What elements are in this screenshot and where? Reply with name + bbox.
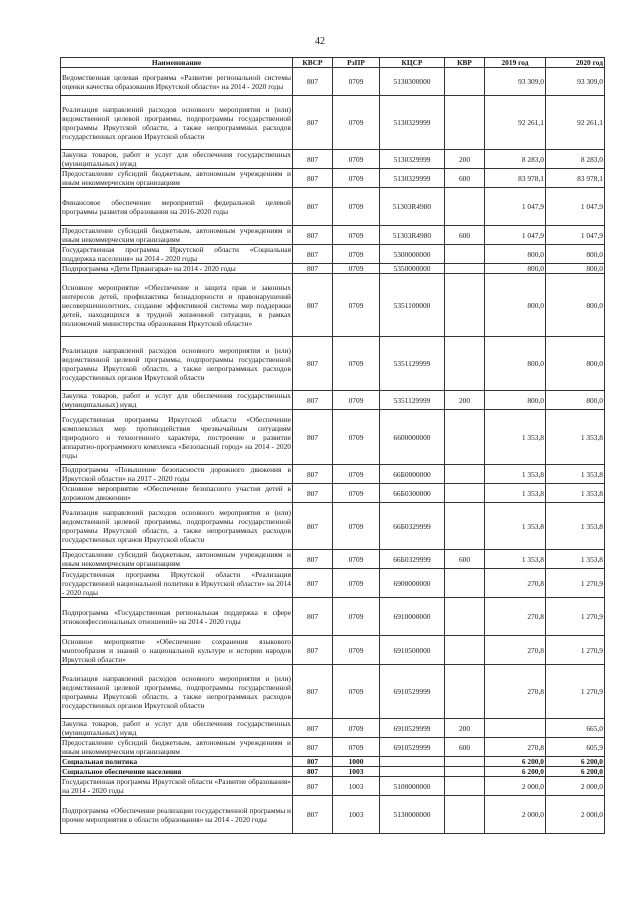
cell-kvsr: 807 [293,777,333,796]
cell-name: Предоставление субсидий бюджетным, автономным учреждениям и иным некоммерческим организациям [62,169,291,187]
cell-name: Реализация направлений расходов основного мероприятия и (или) ведомственной целевой программы, подпрограммы государственной программы Иркутской области, а также непрограммных расходов государственных органов Иркутской области [61,503,293,550]
cell-kvsr: 807 [293,226,333,245]
cell-rzpr: 0709 [333,719,380,738]
table-row [61,465,605,484]
cell-kcsr: 5351100000 [380,274,445,337]
cell-y2019: 270,8 [485,665,546,719]
cell-y2019: 270,8 [485,636,546,665]
cell-kvsr: 807 [293,410,333,465]
cell-name: Государственная программа Иркутской области «Развитие образования» на 2014 - 2020 годы [62,777,291,795]
table-row [61,96,605,150]
cell-kcsr: 5100000000 [380,777,445,796]
cell-kvsr: 807 [293,569,333,598]
cell-y2020: 800,0 [546,391,605,410]
cell-kvr [445,757,485,767]
table-row [61,337,605,391]
cell-name: Государственная программа Иркутской области «Социальная поддержка населения» на 2014 - 2020 годы [62,245,291,263]
cell-y2020: 665,0 [546,719,605,738]
cell-y2020: 1 270,9 [546,569,605,598]
cell-rzpr: 0709 [333,636,380,665]
cell-rzpr: 0709 [333,598,380,636]
cell-name: Государственная программа Иркутской области «Реализация государственной национальной политики в Иркутской области» на 2014 - 2020 годы [62,569,291,597]
table-row [61,503,605,550]
cell-kvsr: 807 [293,767,333,777]
header-2020: 2020 год [546,58,605,68]
cell-kvr: 200 [445,150,485,169]
header-kcsr: КЦСР [380,58,445,68]
cell-y2019: 92 261,1 [485,96,546,150]
cell-kcsr [380,757,445,767]
cell-y2019: 1 353,8 [485,503,546,550]
header-kvr: КВР [445,58,485,68]
cell-kvr: 600 [445,550,485,569]
cell-kvr [445,484,485,503]
cell-kvsr: 807 [293,245,333,264]
cell-name: Предоставление субсидий бюджетным, автономным учреждениям и иным некоммерческим организациям [62,226,291,244]
cell-y2020: 1 353,8 [546,550,605,569]
table-row [61,665,605,719]
cell-kcsr: 6910000000 [380,598,445,636]
cell-kvr: 600 [445,738,485,757]
cell-kcsr: 5130300000 [380,68,445,96]
table-row [61,796,605,834]
cell-y2019: 1 353,8 [485,410,546,465]
cell-y2019: 6 200,0 [485,757,546,767]
cell-name: Закупка товаров, работ и услуг для обеспечения государственных (муниципальных) нужд [62,719,291,737]
cell-kcsr: 6910500000 [380,636,445,665]
cell-kcsr: 5130329999 [380,169,445,188]
cell-rzpr: 0709 [333,274,380,337]
cell-kvsr: 807 [293,465,333,484]
cell-name: Подпрограмма «Дети Приангарья» на 2014 - 2020 годы [61,264,293,274]
cell-kcsr: 6900000000 [380,569,445,598]
table-body [61,68,605,834]
cell-kcsr: 6910529999 [380,719,445,738]
cell-kvr [445,96,485,150]
cell-kvsr: 807 [293,636,333,665]
header-name: Наименование [61,58,293,68]
cell-name: Основное мероприятие «Обеспечение безопасного участия детей в дорожном движении» [62,484,291,502]
cell-y2019: 270,8 [485,738,546,757]
cell-y2019: 800,0 [485,337,546,391]
cell-kvr [445,188,485,226]
cell-name: Реализация направлений расходов основного мероприятия и (или) ведомственной целевой программы, подпрограммы государственной программы Иркутской области, а также непрограммных расходов государственных органов Иркутской области [61,96,293,150]
cell-kvsr: 807 [293,264,333,274]
cell-y2020: 1 047,9 [546,188,605,226]
cell-name: Государственная программа Иркутской области «Обеспечение комплексных мер противодействия чрезвычайным ситуациям природного и техногенного характера, построение и развитие аппаратно-программного комплекса «Безопасный город» на 2014 - 2020 годы [61,410,293,465]
cell-y2019: 1 047,9 [485,188,546,226]
cell-rzpr: 0709 [333,665,380,719]
header-kvsr: КВСР [293,58,333,68]
table-row [61,150,605,169]
cell-y2019: 800,0 [485,264,546,274]
cell-rzpr: 0709 [333,226,380,245]
cell-kvr [445,796,485,834]
cell-rzpr: 0709 [333,569,380,598]
cell-kcsr: 66Б0000000 [380,465,445,484]
table-row [61,777,605,796]
cell-name: Предоставление субсидий бюджетным, автономным учреждениям и иным некоммерческим организациям [62,738,291,756]
cell-y2019: 6 200,0 [485,767,546,777]
cell-kvr [445,337,485,391]
cell-kvr: 200 [445,391,485,410]
cell-y2019: 270,8 [485,569,546,598]
table-row [61,274,605,337]
cell-name: Подпрограмма «Государственная региональная поддержка в сфере этноконфессиональных отношений» на 2014 - 2020 годы [61,598,293,636]
cell-kvr: 600 [445,226,485,245]
cell-y2020: 8 283,0 [546,150,605,169]
cell-rzpr: 0709 [333,503,380,550]
cell-name: Закупка товаров, работ и услуг для обеспечения государственных (муниципальных) нужд [62,391,291,409]
cell-name: Реализация направлений расходов основного мероприятия и (или) ведомственной целевой программы, подпрограммы государственной программы Иркутской области, а также непрограммных расходов государственных органов Иркутской области [61,337,293,391]
table-row [61,484,605,503]
cell-rzpr: 0709 [333,484,380,503]
table-row [61,264,605,274]
cell-y2019 [485,719,546,738]
cell-kvsr: 807 [293,274,333,337]
cell-y2019: 1 353,8 [485,484,546,503]
cell-rzpr: 0709 [333,245,380,264]
cell-rzpr: 1003 [333,777,380,796]
cell-kvsr: 807 [293,757,333,767]
cell-y2019: 1 047,9 [485,226,546,245]
table-row [61,226,605,245]
table-row [61,757,605,767]
cell-y2019: 93 309,0 [485,68,546,96]
table-row [61,598,605,636]
cell-y2020: 1 270,9 [546,636,605,665]
cell-kvr [445,465,485,484]
cell-kvsr: 807 [293,719,333,738]
cell-y2020: 93 309,0 [546,68,605,96]
cell-kcsr: 66Б0329999 [380,503,445,550]
cell-y2020: 605,9 [546,738,605,757]
table-row [61,738,605,757]
cell-y2019: 2 000,0 [485,796,546,834]
table-row [61,719,605,738]
cell-kcsr: 5130329999 [380,96,445,150]
cell-name: Предоставление субсидий бюджетным, автономным учреждениям и иным некоммерческим организациям [62,550,291,568]
cell-kvsr: 807 [293,337,333,391]
cell-y2020: 1 270,9 [546,598,605,636]
cell-rzpr: 1003 [333,767,380,777]
cell-y2019: 800,0 [485,391,546,410]
table-row [61,169,605,188]
table-row [61,245,605,264]
cell-y2020: 800,0 [546,264,605,274]
cell-kvsr: 807 [293,96,333,150]
table-row [61,391,605,410]
table-row [61,636,605,665]
budget-table [60,57,605,834]
cell-kvsr: 807 [293,391,333,410]
cell-kvr: 600 [445,169,485,188]
cell-kvsr: 807 [293,738,333,757]
cell-rzpr: 0709 [333,96,380,150]
cell-name: Основное мероприятие «Обеспечение сохранения языкового многообразия и знаний о национальной культуре и истории народов Иркутской области» [62,636,291,664]
table-row [61,569,605,598]
cell-name: Закупка товаров, работ и услуг для обеспечения государственных (муниципальных) нужд [62,150,291,168]
cell-kcsr: 66Б0329999 [380,550,445,569]
cell-rzpr: 0709 [333,465,380,484]
table-row [61,410,605,465]
cell-name: Ведомственная целевая программа «Развитие региональной системы оценки качества образования Иркутской области» на 2014 - 2020 годы [61,68,293,96]
cell-kcsr: 6910529999 [380,665,445,719]
cell-y2019: 800,0 [485,245,546,264]
cell-y2019: 1 353,8 [485,465,546,484]
cell-y2019: 800,0 [485,274,546,337]
cell-kcsr: 5351129999 [380,391,445,410]
cell-name: Финансовое обеспечение мероприятий федеральной целевой программы развития образования на 2016-2020 годы [61,188,293,226]
cell-kvr [445,264,485,274]
cell-kvr [445,569,485,598]
cell-rzpr: 0709 [333,68,380,96]
cell-kcsr: 6600000000 [380,410,445,465]
cell-y2020: 1 353,8 [546,503,605,550]
cell-y2020: 1 353,8 [546,484,605,503]
cell-kvsr: 807 [293,796,333,834]
cell-y2019: 1 353,8 [485,550,546,569]
cell-name: Реализация направлений расходов основного мероприятия и (или) ведомственной целевой программы, подпрограммы государственной программы Иркутской области, а также непрограммных расходов государственных органов Иркутской области [61,665,293,719]
cell-kvsr: 807 [293,503,333,550]
cell-kvr [445,777,485,796]
cell-y2020: 1 047,9 [546,226,605,245]
cell-rzpr: 0709 [333,550,380,569]
cell-y2019: 270,8 [485,598,546,636]
cell-name: Основное мероприятие «Обеспечение и защита прав и законных интересов детей, профилактика безнадзорности и правонарушений несовершеннолетних, создание эффективной системы мер поддержки детей, находящихся в трудной жизненной ситуации, в рамках полномочий министерства образования Иркутской области» [61,274,293,337]
cell-rzpr: 0709 [333,188,380,226]
cell-kcsr: 51303R4980 [380,226,445,245]
cell-y2019: 83 978,1 [485,169,546,188]
cell-kcsr: 5351129999 [380,337,445,391]
cell-name: Подпрограмма «Обеспечение реализации государственной программы и прочие мероприятия в области образования» на 2014 - 2020 годы [61,796,293,834]
table-row [61,767,605,777]
table-header-row [61,58,605,68]
cell-kcsr: 5130329999 [380,150,445,169]
cell-y2020: 6 200,0 [546,767,605,777]
cell-kvsr: 807 [293,665,333,719]
header-2019: 2019 год [485,58,546,68]
cell-kcsr: 5130000000 [380,796,445,834]
cell-kvr [445,636,485,665]
cell-kvr [445,274,485,337]
cell-kcsr: 5350000000 [380,264,445,274]
table-row [61,68,605,96]
cell-y2020: 800,0 [546,274,605,337]
cell-name: Социальная политика [61,757,293,767]
cell-kvsr: 807 [293,550,333,569]
cell-y2020: 2 000,0 [546,777,605,796]
cell-y2019: 8 283,0 [485,150,546,169]
cell-kvsr: 807 [293,188,333,226]
cell-y2020: 1 353,8 [546,410,605,465]
cell-y2020: 800,0 [546,245,605,264]
cell-kcsr: 6910529999 [380,738,445,757]
cell-kvsr: 807 [293,484,333,503]
cell-kvr [445,68,485,96]
cell-rzpr: 0709 [333,169,380,188]
cell-rzpr: 0709 [333,738,380,757]
table-row [61,188,605,226]
cell-rzpr: 0709 [333,150,380,169]
cell-kvr [445,410,485,465]
cell-kvr [445,245,485,264]
cell-y2020: 1 353,8 [546,465,605,484]
cell-y2020: 92 261,1 [546,96,605,150]
cell-kcsr [380,767,445,777]
cell-kvr [445,598,485,636]
cell-y2020: 83 978,1 [546,169,605,188]
cell-kvr [445,665,485,719]
cell-name: Подпрограмма «Повышение безопасности дорожного движения в Иркутской области» на 2017 - 2020 годы [62,465,291,483]
cell-kvsr: 807 [293,169,333,188]
cell-kvr: 200 [445,719,485,738]
cell-y2020: 800,0 [546,337,605,391]
cell-rzpr: 0709 [333,391,380,410]
cell-name: Социальное обеспечение населения [61,767,293,777]
cell-rzpr: 0709 [333,410,380,465]
cell-rzpr: 0709 [333,337,380,391]
header-rzpr: РзПР [333,58,380,68]
cell-kvr [445,767,485,777]
cell-y2020: 1 270,9 [546,665,605,719]
cell-rzpr: 0709 [333,264,380,274]
page-number: 42 [315,36,325,47]
cell-rzpr: 1003 [333,796,380,834]
cell-kvsr: 807 [293,68,333,96]
cell-y2020: 6 200,0 [546,757,605,767]
table-row [61,550,605,569]
cell-kvsr: 807 [293,150,333,169]
cell-kvsr: 807 [293,598,333,636]
cell-kvr [445,503,485,550]
cell-kcsr: 66Б0300000 [380,484,445,503]
cell-kcsr: 5300000000 [380,245,445,264]
cell-rzpr: 1000 [333,757,380,767]
cell-y2019: 2 000,0 [485,777,546,796]
cell-y2020: 2 000,0 [546,796,605,834]
cell-kcsr: 51303R4980 [380,188,445,226]
